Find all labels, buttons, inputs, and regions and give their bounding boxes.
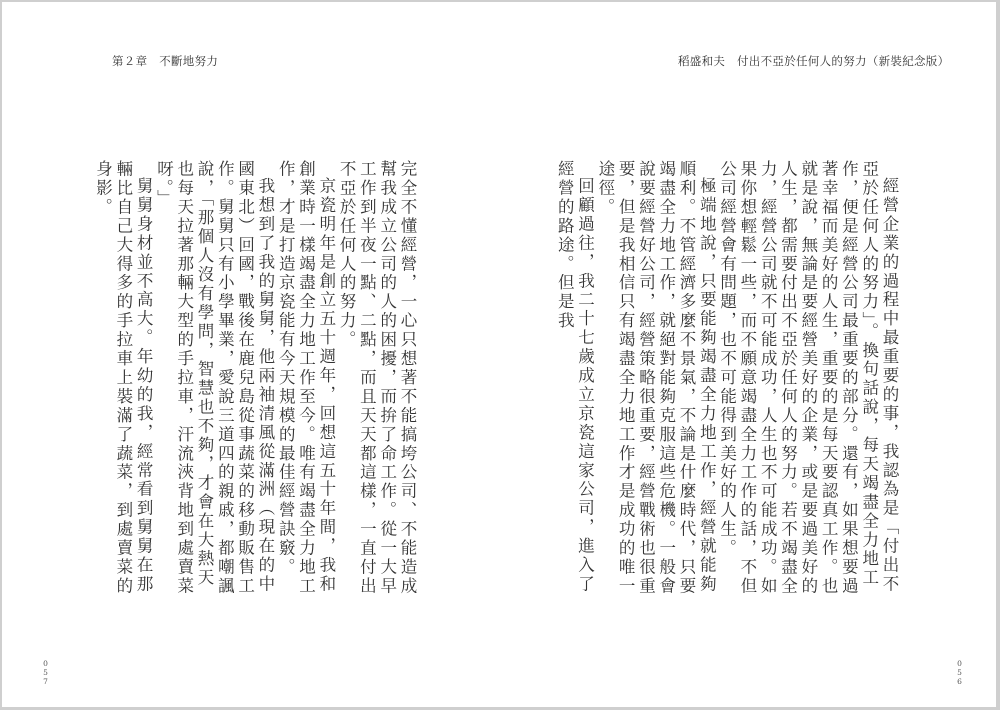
page-number: 056	[955, 659, 964, 686]
book-running-head: 稻盛和夫 付出不亞於任何人的努力（新裝紀念版）	[678, 54, 950, 68]
chapter-running-head: 第２章 不斷地努力	[112, 54, 219, 68]
paragraph: 京瓷明年是創立五十週年，回想這五十年間，我和創業時一樣竭盡全力地工作至今。唯有竭盡全力地工作，才是打造京瓷能有今天規模的最佳經營訣竅。	[276, 160, 336, 596]
paragraph: 經營企業的過程中最重要的事，我認為是「付出不亞於任何人的努力」。換句話說，每天竭盡全力地工作，便是經營公司最重要的部分。還有，如果想要過著幸福而美好的人生，重要的是每天要認真工作。也就是說，無論是要經營美好的企業，或是要過美好的人生，都需要付出不亞於任何人的努力。若不竭盡全力，經營公司就不可能成功，人生也不可能成功。如果你想輕鬆一些，而不願意竭盡全力工作的話，不但公司經營會有問題，也不可能得到美好的人生。	[717, 160, 899, 596]
paragraph: 回顧過往，我二十七歲成立京瓷這家公司，進入了經營的路途。但是我	[555, 160, 595, 594]
left-page	[2, 2, 502, 707]
paragraph: 舅舅身材並不高大。年幼的我，經常看到舅舅在那輛比自己大得多的手拉車上裝滿了蔬菜，到處賣菜的身影。	[93, 160, 154, 596]
paragraph: 完全不懂經營，一心只想著不能搞垮公司、不能造成幫我成立公司的人的困擾，而拚了命工作。從一大早工作到半夜一點、二點，而且天天都這樣，一直付出不亞於任何人的努力。	[337, 160, 417, 596]
right-page-body	[554, 160, 899, 600]
paragraph: 極端地說，只要能夠竭盡全力地工作，經營就能夠順利。不管經濟多麼不景氣，不論是什麼時代，只要竭盡全力地工作，就絕對能夠克服這些危機。一般會說要經營好公司，經營策略很重要，經營戰術也很重要，但是我相信只有竭盡全力地工作才是成功的唯一途徑。	[595, 160, 717, 596]
page-number: 057	[41, 659, 50, 686]
paragraph: 我想到了我的舅舅，他兩袖清風從滿洲（現在的中國東北）回國，戰後在鹿兒島從事蔬菜的移動販售工作。舅舅只有小學畢業，愛說三道四的親戚，都嘲諷說，「那個人沒有學問，智慧也不夠，才會在大熱天也每天拉著那輛大型的手拉車，汗流浹背地到處賣菜呀。」	[154, 160, 275, 596]
left-page-body	[92, 160, 417, 600]
right-page	[502, 2, 1000, 707]
